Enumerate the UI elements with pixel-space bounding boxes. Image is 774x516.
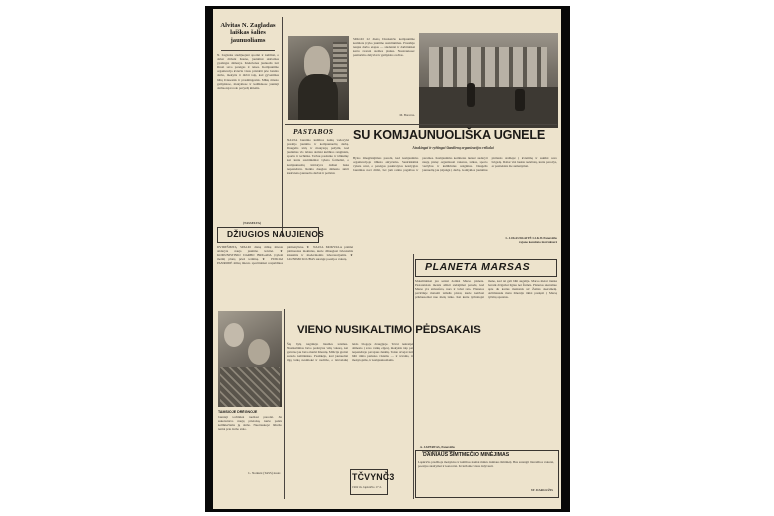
vieno-body: Šią bylą nagrinėjo liaudies teismas. Nusikaltimas buvo padarytas vėlų vakarą, kai gatvėse jau buvo mažai žmonių. Milicija greitai surado kaltininkus. Paaiškėjo, kad jaunuoliai ilgą laiką nesimokė ir nedirbo, o laisvalaikį leido blogoje draugijoje. Tėvai nekreipė dėmesio į savo vaikų elgesį, mokykla taip pat nepastebėjo pavojaus ženklų. Tokie atvejai turi būti rimta pamoka visiems — ir tėvams, ir mokytojams, ir komjaunuoliams. [287,342,413,363]
dainu-title: DAINIAUS ŠIMTMEČIO MINĖJIMAS [423,452,510,458]
article-signature-zagladas: (TASSELTA) [243,221,262,225]
dziugios-body: DVIDEŠIMTĄ SPALIO dieną mūsų mieste atidaryta nauja jaunimo kavinė. ★ KOMUNISTINIO DARBO BRIGADA įvykdė metinį planą prieš terminą. ★ PUIKIAI PASIRODĖ mūsų miesto sportininkai respublikos pirmenybėse. ★ NAUJA MOKYKLA priėmė pirmuosius mokinius, kurie džiaugiasi šviesiomis klasėmis ir moderniomis laboratorijomis. ★ JAUNIMO KLUBAS surengė poezijos vakarą. [217,245,353,266]
photo-technicians [218,311,282,407]
photo-caption-bottom-signature: L. Norkutė (TASS) nuotr. [248,471,281,475]
article-title-zagladas: Alvitas N. Zagladas laiškas šalies jaunuoliams [220,22,276,44]
vieno-signature: A. JAPERTAS, Panevėžio prokuratūros tardytojas [419,445,455,454]
main-signature: L. LIKAUSKAITĖ LLKJS Panevėžio rajono komiteto instruktorė [505,236,557,245]
planeta-title: PLANETA MARSAS [425,261,531,273]
main-subtitle: Atsakingai ir ryžtingai šiandieną organizacijos reikalai [412,146,494,150]
photo-woman-portrait [288,36,349,120]
column-divider [282,17,283,237]
article-body-zagladas: N. Zagladas studijuojant sportui ir kultūrai, o dabar dirbant Kaune, jaunimui skiriamas ypatingas dėmesys. Kiekvienas jaunuolis turi žinoti savo pareigas ir teises. Komjaunimo organizacija kviečia visus prisidėti prie bendro darbo, mokytis ir dirbti taip, kad gyvenimas būtų šviesesnis ir prasmingesnis. Mūsų miesto gamyklose, mokyklose ir kolūkiuose jaunieji darbuotojai rodo pavyzdį kitiems. [217,53,279,90]
title-divider [221,50,275,51]
planeta-body: Mokslininkai jau seniai domisi Marso planeta. Pastaraisiais metais atlikti stebėjimai parodė, kad Marse yra atmosfera, nors ir labai reta. Planetos paviršiuje matomi tamsūs plotai, kurie keičiasi priklausomai nuo metų laiko. Kai kurie tyrinėtojai mano, kad tai gali būti augalija. Marso metai trunka beveik dvigubai ilgiau nei Žemės. Planetos skersmuo apie du kartus mažesnis už Žemės skersmenį. Artimiausiu metu žmonija tikisi pasiųsti į Marsą tyrimų aparatus. [415,279,557,300]
photo-factory-hall [419,33,558,128]
photo-caption-bottom-title: TAMSIOJE DRĖGNOJE [218,410,258,414]
photo-caption-top-signature: M. Baravas. [399,113,415,117]
main-headline: SU KOMJAUNUOLIŠKA UGNELE [353,128,546,142]
column-divider-bottom [284,309,285,499]
pastabos-body: NAUJA Jaunimo kultūros namų vadovybė pradėjo jaunimo ir komjaunuolių darbą. Daugelis tėvų ir mokytojų pažymi, kad jaunimas vis labiau domisi kultūros renginiais, sportu ir technika. Tačiau pasitaiko ir trūkumų: kai kurie susirinkimai vyksta formaliai, o komjaunuolių iniciatyva dažnai lieka nepastebėta. Reikia daugiau dėmesio skirti kiekvieno jaunuolio darbui ir poilsiui. [287,138,349,175]
photo-caption-bottom-body: Jaunieji technikai ruošiasi parodai. Jie sukonstravo naujų prietaisų, kurie padės kolūkiečiams jų darbe. Nuotraukoje: būrelio nariai prie darbo stalo. [218,415,282,432]
masthead-date: 1962 m. lapkričio 17 d. [352,485,382,489]
main-body: Bylos išnagrinėjimas parodė, kad komjaunimo organizacijoje trūksta aktyvumo. Susirinkimai vyksta retai, o pareigos paskirstytos netolygiai. Jaunimas nori dirbti, bet jam reikia pagalbos ir paramos. Komjaunimo komitetas nutarė sudaryti naują planą: organizuoti vakarus, talkas, sporto varžybas ir kultūrinius renginius. Daugelis jaunuolių jau įsijungė į darbą. Gamyklos jaunimas pirmasis atsiliepė į kvietimą ir sukūrė savo brigadą. Dabar visi laukia rezultatų, kurie parodys, ar pasiteisins šie sumanymai. [353,156,557,173]
column-divider-right [413,254,414,499]
newspaper-page [213,9,561,509]
vieno-headline: VIENO NUSIKALTIMO PĖDSAKAIS [297,324,481,336]
pastabos-title: PASTABOS [293,127,334,136]
section-divider-top [285,124,557,125]
masthead-logo: TČVYNČ3 [352,472,395,482]
dziugios-title: DŽIUGIOS NAUJIENOS [227,229,325,239]
dainu-body: Lapkričio pradžioje mokyklos ir kultūros namai minės dainiaus šimtmetį. Bus surengti literatūros vakarai, poezijos skaitymai ir koncertai. Kviečiame visus dalyvauti. [418,460,554,469]
photo-caption-top: SPALIO 22 dieną Dreskaičio komjaunimo komitete įvyko jaunimo susirinkimas. Prasidėjo naujas darbo etapas — studentai ir darbininkai kartu svarstė ateities planus. Nuotraukose: pasitarimo dalyviai ir gamyklos cechas. [353,37,415,58]
dainu-signature: ST. DARGUŽIS [530,488,553,492]
